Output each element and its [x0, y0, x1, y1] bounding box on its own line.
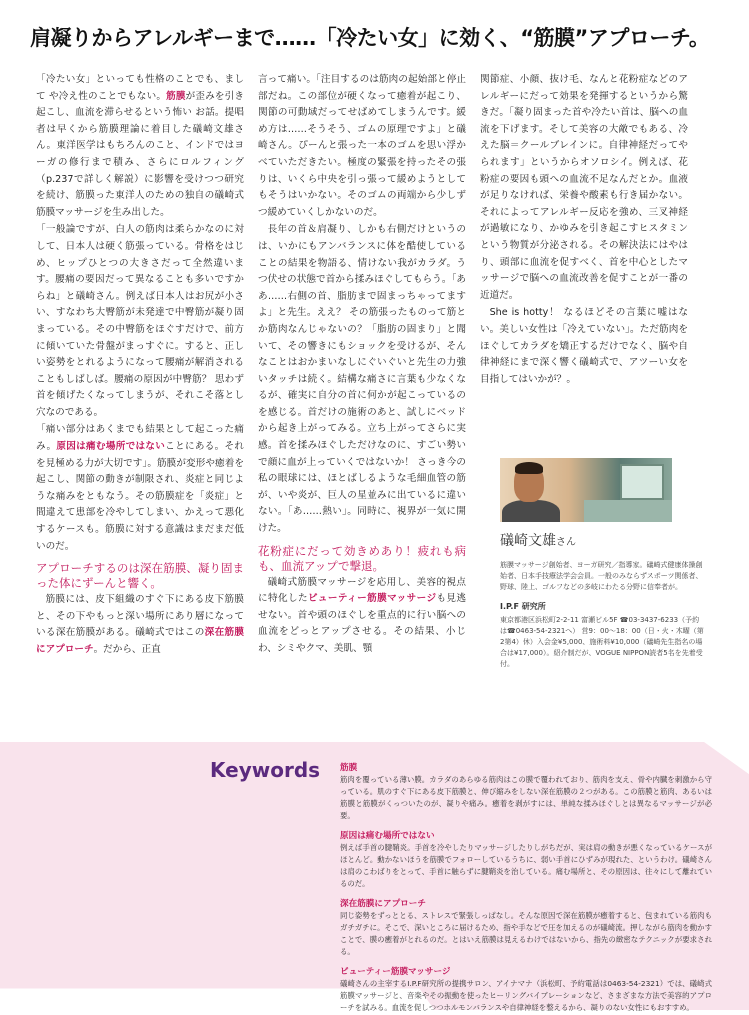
text-run: 「痛い部分はあくまでも結果として起こった痛み。 [36, 424, 244, 453]
paragraph: 言って痛い。「注目するのは筋肉の起始部と停止部だね。この部位が硬くなって癒着が起こり、関節の可動域だってせばめてしまうんです。緩め方は……そうそう、ゴムの原理ですよ」と礒崎さん。ぴーんと張った一本のゴムを思い浮かべていただきたい。極度の緊張を持ったその張りは、いくら中央を引っ張って緩めようとしてもそうはいかない。そのゴムの両端から少しずつ緩めていくしかないのだ。 [258, 74, 466, 218]
text-run: も見逃せない。首や頭のほぐしを重点的に行い脳への血流をどっとアップさせる。その結果、小じわ、シミやクマ、美肌、顎 [258, 593, 467, 654]
article-column-2 [258, 72, 466, 659]
profile-description: 筋膜マッサージ創始者、ヨーガ研究／指導家。礒崎式健康体操創始者、日本手技療法学会会員。一般のみならずスポーツ関係者、野球、陸上、ゴルフなどの多岐にわたる分野に信奉者が。 [500, 561, 703, 591]
keyword-description: 例えば手首の腱鞘炎。手首を冷やしたりマッサージしたりしがちだが、実は肩の動きが悪くなっているケースがほとんど。動かないほうを筋膜でフォローしているうちに、弱い手首にひずみが現れた、というわけ。礒崎さんは肩のこわばりをとって、手首に触らずに腱鞘炎を治している。痛む場所と、その原因は、往々にして離れているのだ。 [340, 843, 712, 888]
text-run: が歪みを引き起こし、血流を滞らせるという怖い お話。提唱者は早くから筋膜理論に着目した礒崎文雄さん。東洋医学はもちろんのこと、インドではヨーガの修行まで積み、さらにロルフィング（p.237で詳しく解説）に影響を受けつつ研究を続け、筋膜った東洋人のための独自の礒崎式筋膜マッサージを生み出した。 [36, 90, 245, 218]
keyword-term: 原因は痛む場所ではない [340, 831, 435, 841]
keyword-description: 筋肉を覆っている薄い膜。カラダのあらゆる筋肉はこの膜で覆われており、筋肉を支え、骨や内臓を刺激から守っている。肌のすぐ下にある皮下筋膜と、伸び縮みをしない深在筋膜の２つがある。この筋膜と筋肉、あるいは筋膜と筋膜がくっついたのが、凝りや痛み。癒着を剥がすには、単純な揉みほぐしとは異なるマッサージが必要。 [340, 775, 712, 820]
keywords-title: Keywords [210, 758, 321, 782]
article-headline: 肩凝りからアレルギーまで……「冷たい女」に効く、“筋膜”アプローチ。 [30, 26, 710, 50]
keyword-item [340, 830, 712, 890]
paragraph [258, 575, 466, 658]
photo-bed-shape [584, 500, 672, 522]
profile-box [500, 458, 705, 670]
text-run: 礒崎式筋膜マッサージを応用し、美容的視点に特化した [258, 576, 466, 605]
highlight-term: 原因は痛む場所ではない [56, 441, 166, 453]
keywords-list [340, 762, 712, 1015]
profile-honorific: さん [556, 537, 576, 548]
keyword-term: ビューティー筋膜マッサージ [340, 967, 451, 977]
organization-name: I.P.F 研究所 [500, 602, 546, 611]
article-column-1 [36, 72, 244, 660]
text-run: 筋膜には、皮下組織のすぐ下にある皮下筋膜と、その下やもっと深い場所にあり層になっている深在筋膜がある。礒崎式ではこの [36, 594, 244, 639]
text-run: ことにある。それを見極める力が大切です」。筋膜が変形や癒着を起こし、関節の動きが制限され、炎症と同じような痛みをともなう。その筋膜症を「炎症」と間違えて患部を冷やしてしまい、かえって悪化するケースも。筋膜に対する意識はまだまだ低いのだ。 [36, 441, 245, 552]
profile-name-text: 礒崎文雄 [500, 533, 556, 549]
organization-info: 東京都港区浜松町2-2-11 富瀬ビル5F ☎03-3437-6233（予約は☎0463-54-2321へ） 営9：00〜18：00（日・火・木曜（第2第4）休）入会金¥5,000、施術料¥10,000（礒崎先生指名の場合は¥17,000）。紹介制だが、VOGUE NIPPON読者5名を先着受付。 [500, 616, 704, 668]
section-subheading: アプローチするのは深在筋膜、凝り固まった体にずーんと響く。 [36, 561, 244, 591]
paragraph: 関節症、小顔、抜け毛、なんと花粉症などのアレルギーにだって効果を発揮するというから驚きだ。「凝り固まった首や冷たい首は、脳への血流を下げます。そして美容の大敵でもある、冷えた脳＝クールブレインに。自律神経だってやられます」というからオソロシイ。例えば、花粉症の要因も頭への血流不足なんだとか。血液が足りなければ、栄養や酸素も行き届かない。それによってアレルギー反応を強め、三叉神経が過敏になり、かゆみを引き起こすヒスタミンという物質が分泌される。その解決法にはやはり、頭部に血流を促すべく、首を中心としたマッサージで脳への血流改善を促すことが一番の近道だ。 [480, 74, 688, 301]
keyword-description: 礒崎さんの主宰するI.P.F研究所の提携サロン、アイナマナ（浜松町、予約電話は0463-54-2321）では、礒崎式筋膜マッサージと、音楽やその振動を使ったヒーリングバイブレーションなど、さまざまな方法で美容的アプローチを試みる。血流を促しつつホルモンバランスや自律神経を整えるから、凝りのない女性にもおすすめ。 [340, 979, 712, 1012]
text-run: 。だから、正直 [93, 644, 161, 655]
text-run: 「冷たい女」といっても性格のことでも、まして や冷え性のことでもない。 [36, 74, 244, 102]
highlight-term: 深在筋膜にアプローチ [36, 627, 245, 655]
keyword-description: 同じ姿勢をずっととる、ストレスで緊張しっぱなし。そんな原因で深在筋膜が癒着すると、包まれている筋肉もガチガチに。そこで、深いところに届けるため、指や手などで圧を加えるのが礒崎流。押しながら筋肉を動かすことで、膜の癒着がとれるのだ。とはいえ筋膜は見えるわけではないから、指先の緻密なテクニックが要求される。 [340, 911, 712, 956]
portrait-photo [500, 458, 672, 522]
keyword-term: 深在筋膜にアプローチ [340, 899, 426, 909]
highlight-term: ビューティー筋膜マッサージ [307, 593, 437, 605]
photo-window-shape [620, 464, 664, 500]
photo-body-shape [502, 500, 560, 522]
paragraph [36, 592, 244, 658]
paragraph: 長年の首＆肩凝り、しかも右側だけというのは、いかにもアンバランスに体を酷使していることの結果を物語る、情けない我がカラダ。うつ伏せの状態で首から揉みほぐしてもらう。「ああ……右側の首、脂肪まで固まっちゃってますよ」と先生。ええ？ その筋張ったものって筋とか筋肉なんじゃないの？「脂肪の固まり」と聞いて、その響きにもショックを受けるが、そんなことはおかまいなしにぐいぐいと先生の力強いタッチは続く。結構な痛さに言葉も少なくなるが、確実に自分の首に何かが起こっているのを感じる。首だけの施術のあと、試しにベッドから起き上がってみる。立ち上がってさらに実感。首を揉みほぐしただけなのに、すごい勢いで顔に血が上っていくではないか！ さっき今の私の眼球には、ほとばしるような毛細血管の筋が、いや炎が、巨人の星並みに出ているに違いない。「あ……熱い」。同時に、視界が一気に開けた。 [258, 224, 466, 535]
keyword-item [340, 762, 712, 822]
keyword-item [340, 966, 712, 1014]
paragraph [36, 422, 244, 555]
paragraph: She is hotty！ なるほどその言葉に嘘はない。美しい女性は「冷えていない」。ただ筋肉をほぐしてカラダを矯正するだけでなく、脳や自律神経にまで深く響く礒崎式で、アツーい女を目指してはいかが？。 [480, 307, 688, 385]
keyword-term: 筋膜 [340, 763, 358, 773]
photo-hair-shape [515, 462, 543, 474]
keyword-item [340, 898, 712, 958]
section-subheading: 花粉症にだって効きめあり！疲れも病も、血流アップで撃退。 [258, 543, 466, 573]
paragraph [36, 72, 244, 221]
profile-name [500, 530, 705, 550]
highlight-term: 筋膜 [166, 90, 186, 102]
article-column-3 [480, 72, 688, 389]
paragraph: 「一般論ですが、白人の筋肉は柔らかなのに対して、日本人は硬く筋張っている。骨格をはじめ、ヒップひとつの大きさだって全然違います。腰痛の要因だって異なることも多いですからね」と礒崎さん。例えば日本人はお尻が小さい、すなわち大臀筋が未発達で中臀筋が凝り固まっている。その中臀筋をほぐすだけで、前方に傾いていた骨盤がまっすぐに。すると、正しい姿勢をとれるようになって腰痛が解消されることもしばしば。腰痛の原因が中臀筋？ 思わず首を傾げたくなってしまうが、それこそ落とし穴なのである。 [36, 224, 244, 418]
